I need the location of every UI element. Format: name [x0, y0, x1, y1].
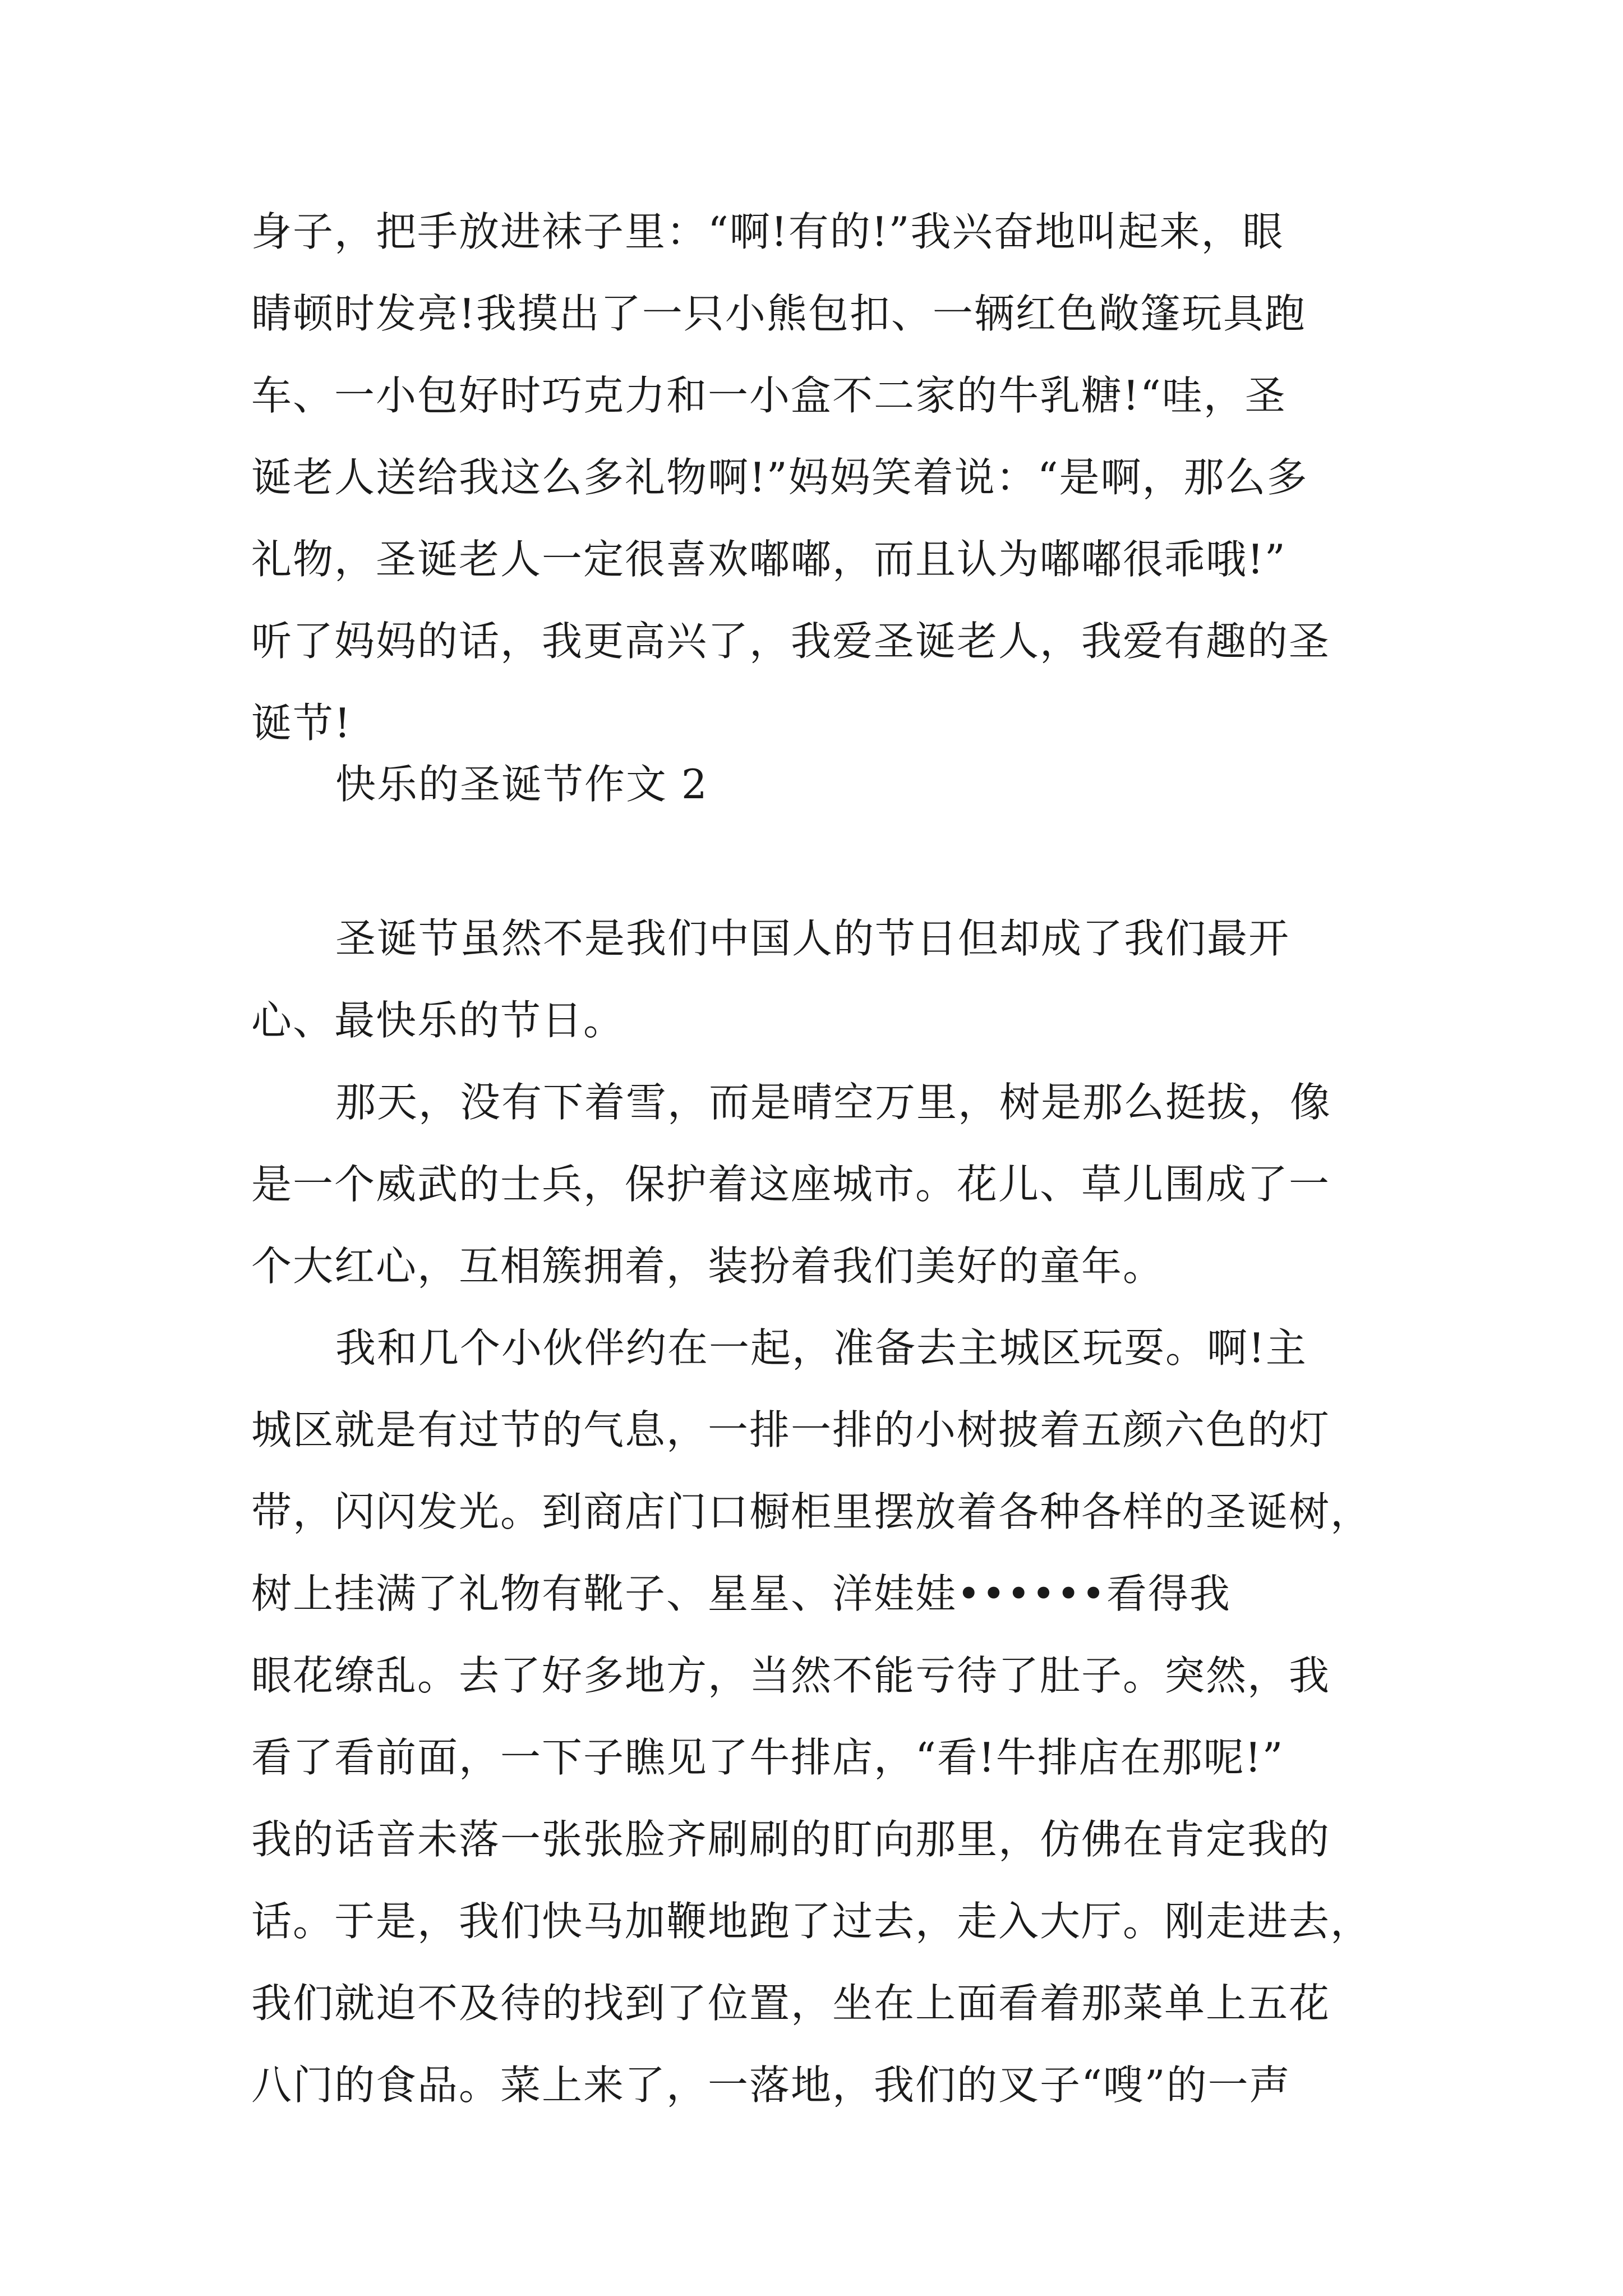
text-line: 圣诞节虽然不是我们中国人的节日但却成了我们最开: [335, 915, 1290, 962]
text-line: 城区就是有过节的气息，一排一排的小树披着五颜六色的灯: [251, 1406, 1331, 1453]
text-line: 是一个威武的士兵，保护着这座城市。花儿、草儿围成了一: [251, 1161, 1331, 1208]
text-line: 身子，把手放进袜子里：“啊!有的!”我兴奋地叫起来，眼: [251, 208, 1284, 255]
essay-body: [251, 898, 1384, 2126]
text-line: 眼花缭乱。去了好多地方，当然不能亏待了肚子。突然，我: [251, 1652, 1331, 1699]
text-line: 树上挂满了礼物有靴子、星星、洋娃娃••••••看得我: [251, 1570, 1231, 1617]
essay-heading: 快乐的圣诞节作文 2: [335, 761, 708, 808]
text-line: 我的话音未落一张张脸齐刷刷的盯向那里，仿佛在肯定我的: [251, 1816, 1331, 1863]
text-line: 我和几个小伙伴约在一起，准备去主城区玩耍。啊!主: [335, 1324, 1307, 1372]
text-line: 那天，没有下着雪，而是晴空万里，树是那么挺拔，像: [335, 1079, 1332, 1126]
text-line: 带，闪闪发光。到商店门口橱柜里摆放着各种各样的圣诞树，: [251, 1488, 1372, 1535]
paragraph-continued: [251, 191, 1384, 764]
text-line: 看了看前面，一下子瞧见了牛排店，“看!牛排店在那呢!”: [251, 1734, 1284, 1781]
text-line: 睛顿时发亮!我摸出了一只小熊包扣、一辆红色敞篷玩具跑: [251, 290, 1306, 337]
text-line: 听了妈妈的话，我更高兴了，我爱圣诞老人，我爱有趣的圣: [251, 618, 1331, 665]
text-line: 礼物，圣诞老人一定很喜欢嘟嘟，而且认为嘟嘟很乖哦!”: [251, 536, 1287, 583]
text-line: 我们就迫不及待的找到了位置，坐在上面看着那菜单上五花: [251, 1980, 1331, 2027]
text-line: 八门的食品。菜上来了，一落地，我们的叉子“嗖”的一声: [251, 2062, 1291, 2109]
text-line: 话。于是，我们快马加鞭地跑了过去，走入大厅。刚走进去，: [251, 1898, 1372, 1945]
text-line: 诞节!: [251, 700, 352, 747]
text-line: 个大红心，互相簇拥着，装扮着我们美好的童年。: [251, 1243, 1165, 1290]
text-line: 车、一小包好时巧克力和一小盒不二家的牛乳糖!“哇，圣: [251, 372, 1287, 419]
text-line: 诞老人送给我这么多礼物啊!”妈妈笑着说：“是啊，那么多: [251, 454, 1308, 501]
text-line: 心、最快乐的节日。: [251, 997, 625, 1044]
